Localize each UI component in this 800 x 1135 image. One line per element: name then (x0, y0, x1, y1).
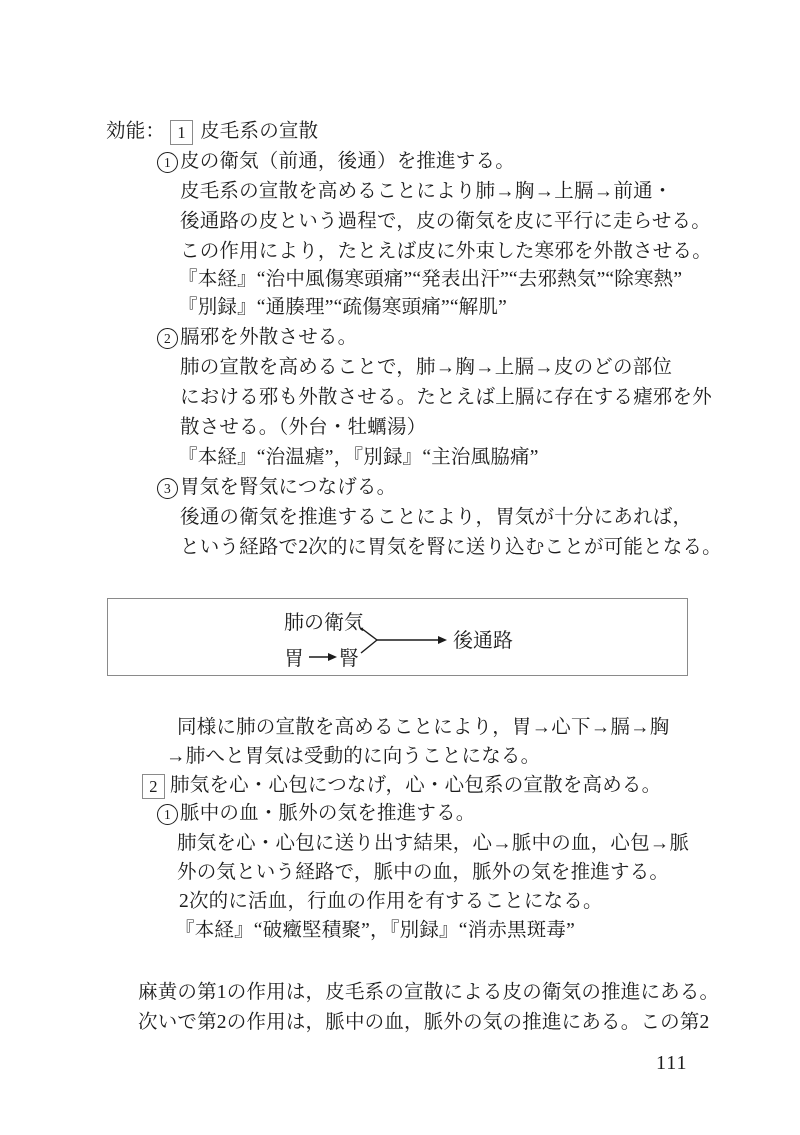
flow-diagram (108, 599, 686, 674)
sub-heading-text: 胃気を腎気につなげる。 (180, 477, 397, 498)
sub-heading-text: 皮の衛気（前通，後通）を推進する。 (180, 151, 515, 172)
flow-diagram-box (107, 598, 688, 676)
diagram-label-lung-weiqi: 肺の衛気 (284, 612, 364, 634)
body-line: という経路で2次的に胃気を腎に送り込むことが可能となる。 (180, 537, 722, 558)
citation-line: 『本経』“治温瘧”，『別録』“主治風脇痛” (178, 447, 539, 468)
body-line: この作用により，たとえば皮に外束した寒邪を外散させる。 (180, 241, 712, 262)
diagram-label-kidney: 腎 (339, 648, 359, 670)
body-line: →肺へと胃気は受動的に向うことになる。 (166, 746, 541, 767)
body-line: における邪も外散させる。たとえば上膈に存在する瘧邪を外 (180, 387, 712, 408)
citation-line: 『本経』“破癥堅積聚”，『別録』“消赤黒斑毒” (175, 920, 575, 941)
body-line: 肺気を心・心包に送り出す結果，心→脈中の血，心包→脈 (177, 833, 690, 854)
body-line: 2次的に活血，行血の作用を有することになる。 (179, 891, 603, 912)
sub-heading-1-1 (157, 148, 515, 176)
citation-line: 『本経』“治中風傷寒頭痛”“発表出汗”“去邪熱気”“除寒熱” (178, 269, 683, 290)
body-line: 後通路の皮という過程で，皮の衛気を皮に平行に走らせる。 (180, 211, 711, 232)
circled-number-icon: 1 (157, 804, 178, 825)
closing-line: 次いで第2の作用は，脈中の血，脈外の気の推進にある。この第2 (138, 1012, 710, 1033)
section-1-title: 皮毛系の宣散 (200, 121, 319, 142)
circled-number-icon: 3 (157, 478, 178, 499)
diagram-label-stomach: 胃 (284, 648, 304, 670)
body-line: 後通の衛気を推進することにより，胃気が十分にあれば， (180, 507, 693, 528)
sub-heading-2-1 (157, 800, 476, 828)
merge-line-bottom (361, 640, 377, 653)
sub-heading-1-2 (157, 324, 357, 352)
section-1-number-box: 1 (170, 120, 193, 145)
arrowhead-icon (328, 653, 337, 661)
citation-line: 『別録』“通腠理”“疏傷寒頭痛”“解肌” (178, 297, 507, 318)
sub-heading-1-3 (157, 474, 396, 502)
body-line: 同様に肺の宣散を高めることにより，胃→心下→膈→胸 (177, 717, 670, 738)
sub-heading-text: 脈中の血・脈外の気を推進する。 (180, 803, 476, 824)
arrowhead-icon (438, 636, 447, 644)
merge-line-top (361, 628, 377, 640)
circled-number-icon: 2 (157, 328, 178, 349)
closing-line: 麻黄の第1の作用は，皮毛系の宣散による皮の衛気の推進にある。 (138, 982, 720, 1003)
page-number: 111 (656, 1052, 688, 1074)
section-2-heading-line (142, 772, 661, 800)
section-2-number-box: 2 (142, 774, 165, 799)
effect-label: 効能： (106, 121, 166, 142)
section-1-heading-line (106, 118, 318, 146)
body-line: 肺の宣散を高めることで，肺→胸→上膈→皮のどの部位 (180, 357, 673, 378)
circled-number-icon: 1 (157, 152, 178, 173)
sub-heading-text: 膈邪を外散させる。 (180, 327, 358, 348)
diagram-label-posterior-route: 後通路 (453, 630, 513, 652)
section-2-title: 肺気を心・心包につなげ，心・心包系の宣散を高める。 (170, 775, 662, 796)
body-line: 散させる。（外台・牡蠣湯） (180, 417, 427, 438)
body-line: 皮毛系の宣散を高めることにより肺→胸→上膈→前通・ (180, 181, 673, 202)
body-line: 外の気という経路で，脈中の血，脈外の気を推進する。 (177, 862, 670, 883)
